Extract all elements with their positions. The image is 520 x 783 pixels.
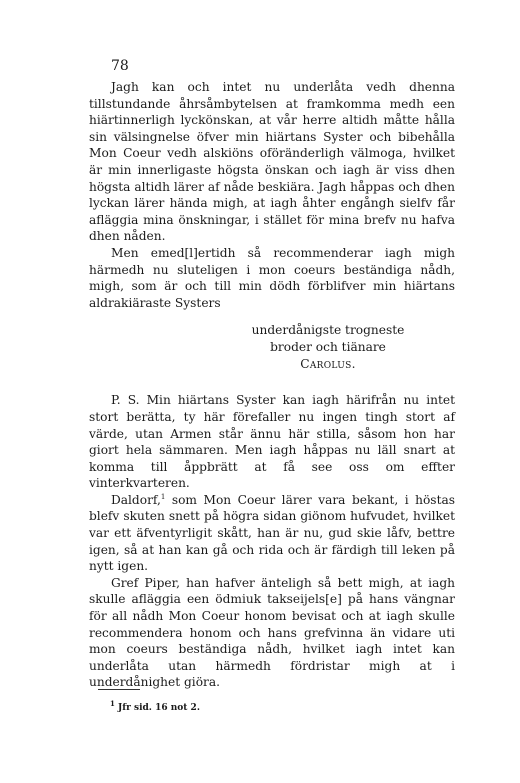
closing-line-1: underdånigste trogneste [251, 323, 405, 338]
footnote [110, 699, 200, 714]
footnote-text: Jfr sid. 16 not 2. [118, 703, 200, 713]
footnote-divider [98, 689, 140, 690]
postscript-paragraph-2-rest: som Mon Coeur lärer vara bekant, i höstas blefv skuten snett på högra sidan giönom hufvudet, hvilket var ett äfventyrligit skått, han är nu, gud skie låfv, bettre igen, så at han kan gå och rida och är färdigh till leken på nytt igen. [89, 492, 455, 574]
postscript-paragraph-2 [89, 492, 455, 575]
letter-paragraph-2: Men emed[l]ertidh så recommenderar iagh migh härmedh nu sluteligen i mon coeurs beständiga nådh, migh, som är och till min dödh förblifver min hiärtans aldrakiäraste Systers [89, 245, 455, 310]
closing-line-2: broder och tiänare [270, 340, 386, 355]
postscript-paragraph-3: Gref Piper, han hafver änteligh så bett migh, at iagh skulle afläggia een ödmiuk takseijels[e] på hans vängnar för all nådh Mon Coeur honom bevisat och at iagh skulle recommendera honom och hans grefvinna än vidare uti mon coeurs beständiga nådh, hvilket iagh intet kan underlåta utan härmedh fördristar migh at i underdånighet giöra. [89, 575, 455, 690]
postscript [89, 392, 455, 691]
letter-closing [89, 322, 455, 373]
footnote-reference[interactable]: 1 [160, 492, 166, 501]
signature: Carolus. [300, 357, 356, 372]
letter-text [89, 79, 455, 691]
postscript-paragraph-2-start: Daldorf, [111, 492, 161, 507]
page-number: 78 [111, 58, 129, 74]
postscript-paragraph-1: P. S. Min hiärtans Syster kan iagh härifrån nu intet stort berätta, ty här förefaller nu ingen tingh stort af värde, utan Armen står ännu här stilla, såsom hon har giort hela sämmaren. Men iagh håppas nu läll snart at komma till åppbrätt at få see oss om effter vinterkvarteren. [89, 393, 455, 491]
letter-paragraph-1: Jagh kan och intet nu underlåta vedh dhenna tillstundande åhrsåmbytelsen at framkomma medh een hiärtinnerligh lyckönskan, at vår herre altidh måtte hålla sin välsingnelse öfver min hiärtans Syster och bibehålla Mon Coeur vedh alskiöns oföränderligh välmoga, hvilket är min innerligaste högsta önskan och iagh är viss dhen högsta altidh lärer af nåde beskiära. Jagh håppas och dhen lyckan lärer hända migh, at iagh åhter engångh sielfv får afläggia mina önskningar, i stället för mina brefv nu hafva dhen nåden. [89, 80, 455, 244]
footnote-marker: 1 [110, 699, 115, 708]
